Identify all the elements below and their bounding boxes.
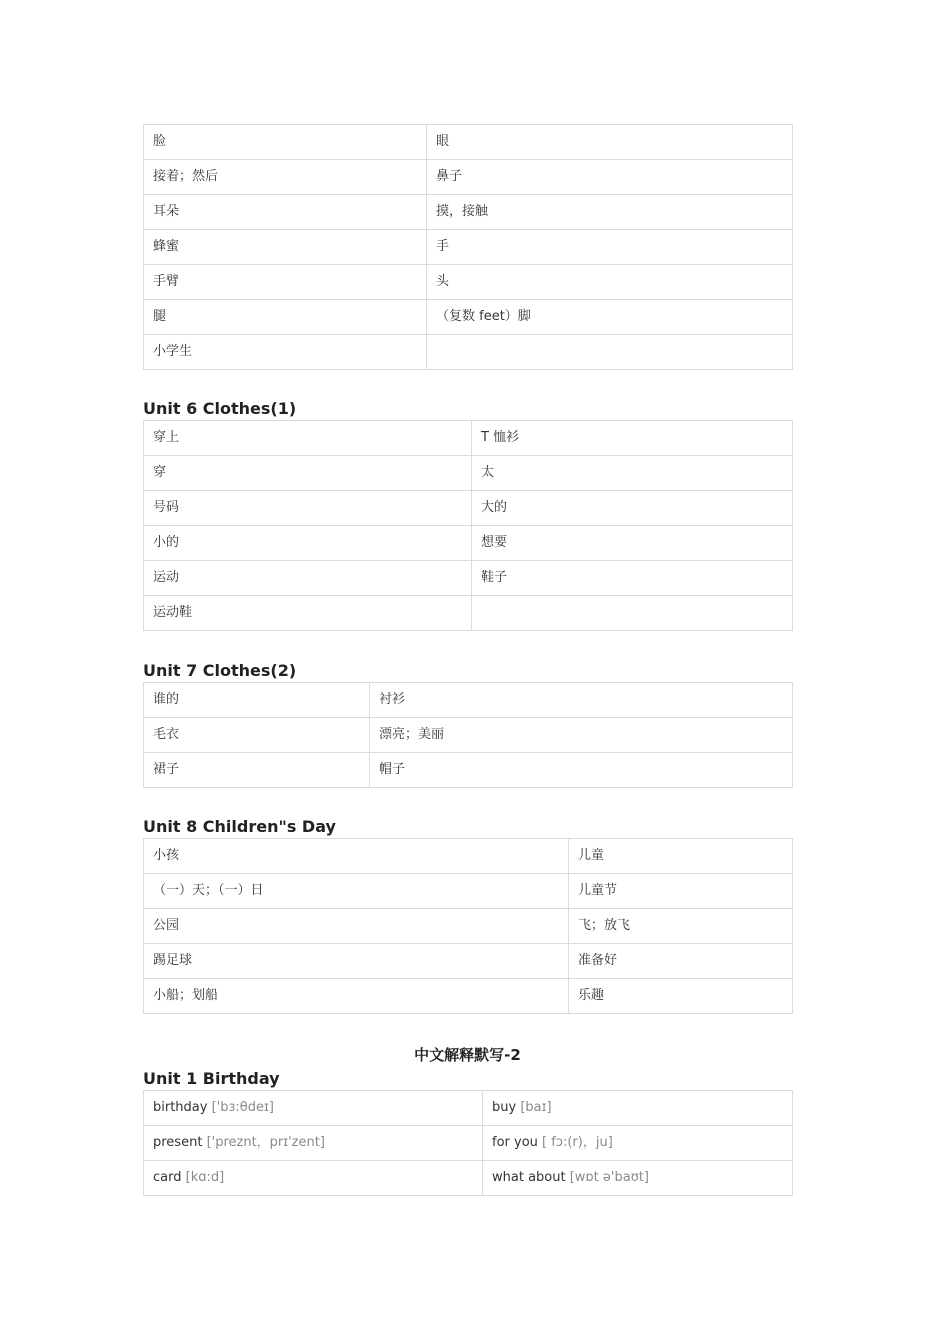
table-row [144, 944, 793, 979]
table-cell: 耳朵 [144, 195, 427, 230]
unit1-section [143, 1068, 792, 1196]
table-cell: 小学生 [144, 335, 427, 370]
table-row [144, 300, 793, 335]
unit7-table [143, 682, 793, 788]
table-row [144, 526, 793, 561]
table-cell: 手 [427, 230, 793, 265]
table-cell: 眼 [427, 125, 793, 160]
table-row [144, 265, 793, 300]
table-cell: 鼻子 [427, 160, 793, 195]
table-cell: （一）天；（一）日 [144, 874, 569, 909]
table-row [144, 230, 793, 265]
body-parts-section [143, 124, 792, 370]
table-cell: 穿上 [144, 421, 472, 456]
unit6-table [143, 420, 793, 631]
unit6-heading: Unit 6 Clothes(1) [143, 399, 297, 418]
table-row [144, 160, 793, 195]
table-cell: 谁的 [144, 683, 370, 718]
table-row [144, 909, 793, 944]
table-row [144, 561, 793, 596]
table-row [144, 839, 793, 874]
table-cell: 想要 [472, 526, 793, 561]
table-cell: 头 [427, 265, 793, 300]
table-row [144, 596, 793, 631]
table-cell [427, 335, 793, 370]
part2-title: 中文解释默写-2 [414, 1046, 521, 1064]
vocab-word: what about [492, 1170, 566, 1185]
vocab-phonetic: [ fɔ:(r)，ju] [542, 1135, 613, 1150]
table-row [144, 125, 793, 160]
table-cell: 裙子 [144, 753, 370, 788]
table-cell: 儿童节 [569, 874, 793, 909]
table-row [144, 753, 793, 788]
table-cell [144, 1161, 483, 1196]
unit8-section [143, 816, 792, 1014]
vocab-phonetic: [kɑ:d] [185, 1170, 225, 1185]
table-cell: 小孩 [144, 839, 569, 874]
table-cell: 乐趣 [569, 979, 793, 1014]
table-cell: 大的 [472, 491, 793, 526]
table-cell [483, 1126, 793, 1161]
table-row [144, 195, 793, 230]
unit7-heading: Unit 7 Clothes(2) [143, 661, 297, 680]
table-cell: 运动鞋 [144, 596, 472, 631]
table-row [144, 421, 793, 456]
unit1-heading: Unit 1 Birthday [143, 1069, 280, 1088]
vocab-phonetic: ['preznt，prɪ'zent] [206, 1135, 325, 1150]
vocab-word: for you [492, 1135, 538, 1150]
table-cell: 帽子 [370, 753, 793, 788]
table-cell [144, 1091, 483, 1126]
vocab-word: present [153, 1135, 203, 1150]
table-cell: 漂亮；美丽 [370, 718, 793, 753]
body-parts-table [143, 124, 793, 370]
table-cell: 手臂 [144, 265, 427, 300]
table-cell: 接着；然后 [144, 160, 427, 195]
table-cell: 号码 [144, 491, 472, 526]
table-cell: 毛衣 [144, 718, 370, 753]
table-cell [483, 1161, 793, 1196]
table-row [144, 335, 793, 370]
table-cell: 踢足球 [144, 944, 569, 979]
table-cell: 太 [472, 456, 793, 491]
table-cell: 小船；划船 [144, 979, 569, 1014]
table-cell [483, 1091, 793, 1126]
table-cell: 蜂蜜 [144, 230, 427, 265]
table-row [144, 456, 793, 491]
table-row [144, 1126, 793, 1161]
table-cell: 飞；放飞 [569, 909, 793, 944]
table-cell: 摸，接触 [427, 195, 793, 230]
vocab-phonetic: [wɒt ə'baʊt] [569, 1170, 649, 1185]
table-cell: 脸 [144, 125, 427, 160]
table-cell: 小的 [144, 526, 472, 561]
table-cell: 衬衫 [370, 683, 793, 718]
unit7-section [143, 660, 792, 788]
table-row [144, 718, 793, 753]
unit1-table [143, 1090, 793, 1196]
table-cell: 准备好 [569, 944, 793, 979]
table-cell: （复数 feet）脚 [427, 300, 793, 335]
unit8-heading: Unit 8 Children"s Day [143, 817, 336, 836]
table-cell: 腿 [144, 300, 427, 335]
vocab-phonetic: [baɪ] [520, 1100, 552, 1115]
table-cell [144, 1126, 483, 1161]
table-cell: 穿 [144, 456, 472, 491]
table-cell: 儿童 [569, 839, 793, 874]
table-cell: 公园 [144, 909, 569, 944]
vocab-word: card [153, 1170, 182, 1185]
table-row [144, 683, 793, 718]
table-row [144, 874, 793, 909]
table-cell: 鞋子 [472, 561, 793, 596]
unit6-section [143, 398, 792, 631]
table-row [144, 1091, 793, 1126]
table-cell: T 恤衫 [472, 421, 793, 456]
unit8-table [143, 838, 793, 1014]
table-row [144, 1161, 793, 1196]
vocab-phonetic: ['bɜ:θdeɪ] [211, 1100, 274, 1115]
vocab-word: buy [492, 1100, 517, 1115]
table-row [144, 491, 793, 526]
table-row [144, 979, 793, 1014]
vocab-word: birthday [153, 1100, 208, 1115]
table-cell: 运动 [144, 561, 472, 596]
table-cell [472, 596, 793, 631]
